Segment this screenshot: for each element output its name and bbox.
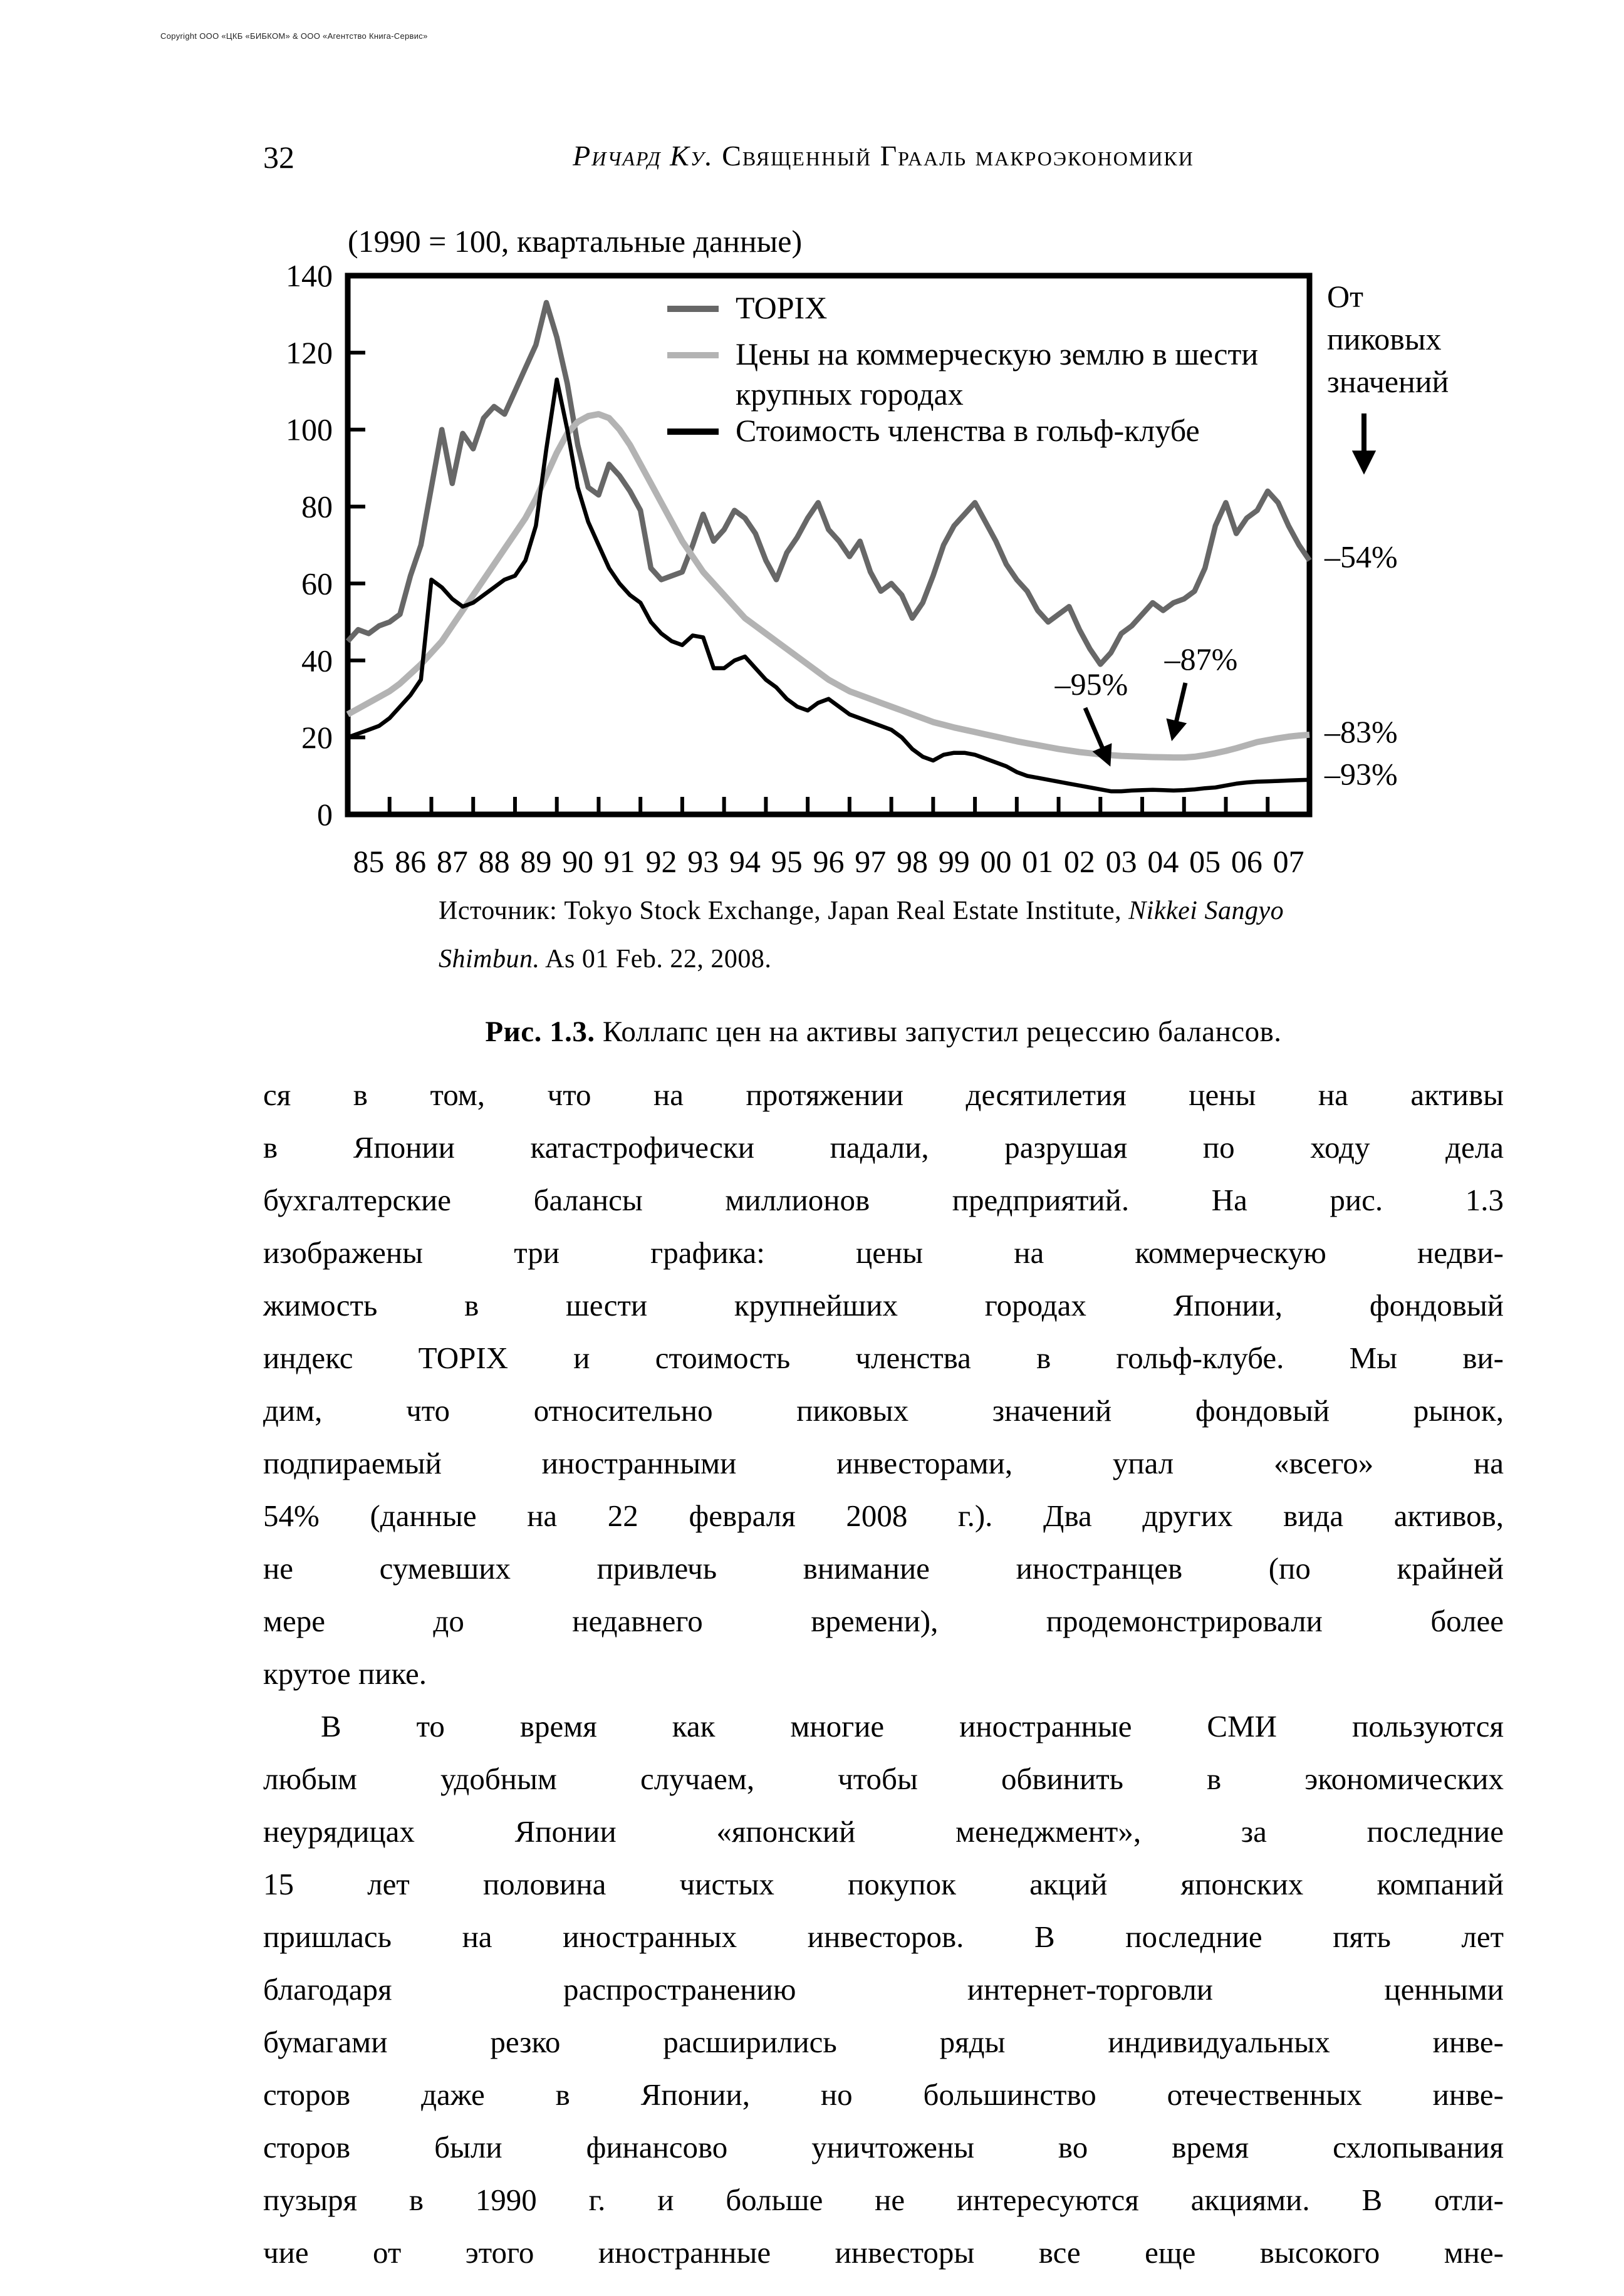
x-axis-label: 00 [980, 844, 1012, 879]
legend-label: Стоимость членства в гольф-клубе [736, 413, 1200, 448]
body-text [263, 1069, 1504, 2279]
y-axis-label: 120 [286, 335, 333, 370]
body-line: бумагами резко расширились ряды индивидуальных инве- [263, 2025, 1504, 2059]
source-date: As 01 Feb. 22, 2008. [539, 945, 772, 974]
source-journal-italic-2: Shimbun. [439, 945, 540, 974]
legend-label: Цены на коммерческую землю в шести [736, 336, 1259, 371]
body-line: любым удобным случаем, чтобы обвинить в экономических [263, 1762, 1504, 1796]
source-journal-italic: Nikkei Sangyo [1128, 896, 1284, 925]
source-line-2 [439, 935, 1516, 984]
peak-note-line: От [1327, 279, 1363, 314]
y-axis-label: 140 [286, 258, 333, 293]
body-line: благодаря распространению интернет-торговли ценными [263, 1972, 1504, 2007]
body-line: В то время как многие иностранные СМИ пользуются [321, 1709, 1504, 1743]
figure-caption [263, 1015, 1504, 1049]
source-line-1 [439, 887, 1516, 935]
right-loss-label-2: –93% [1325, 756, 1398, 792]
body-line: не сумевших привлечь внимание иностранцев (по крайней [263, 1551, 1504, 1586]
body-line: мере до недавнего времени), продемонстрировали более [263, 1604, 1504, 1638]
annotation-87-label: –87% [1164, 642, 1238, 677]
right-loss-label-0: –54% [1325, 539, 1398, 574]
peak-note-line: значений [1327, 364, 1449, 399]
x-axis-label: 98 [896, 844, 928, 879]
running-title-book: Священный Грааль макроэкономики [713, 140, 1194, 172]
x-axis-label: 04 [1147, 844, 1179, 879]
running-title [263, 139, 1504, 172]
body-line: жимость в шести крупнейших городах Японии, фондовый [263, 1288, 1504, 1322]
annotation-95-label: –95% [1054, 667, 1128, 702]
x-axis-label: 06 [1231, 844, 1262, 879]
legend-label: TOPIX [736, 290, 828, 325]
figure-source [439, 887, 1516, 984]
copyright-note: Copyright ООО «ЦКБ «БИБКОМ» & ООО «Агентство Книга-Сервис» [160, 31, 428, 41]
peak-note-line: пиковых [1327, 321, 1442, 356]
x-axis-label: 86 [395, 844, 427, 879]
y-axis-label: 60 [301, 566, 333, 601]
x-axis-label: 02 [1063, 844, 1095, 879]
body-line: чие от этого иностранные инвесторы все еще высокого мне- [263, 2235, 1504, 2270]
y-axis-label: 80 [301, 489, 333, 524]
body-line: дим, что относительно пиковых значений фондовый рынок, [263, 1393, 1504, 1428]
x-axis-label: 94 [729, 844, 761, 879]
x-axis-label: 05 [1189, 844, 1221, 879]
x-axis-label: 95 [771, 844, 803, 879]
body-line: ся в том, что на протяжении десятилетия цены на активы [263, 1078, 1504, 1112]
body-line: 54% (данные на 22 февраля 2008 г.). Два других вида активов, [263, 1499, 1504, 1533]
chart-subtitle: (1990 = 100, квартальные данные) [348, 224, 803, 259]
annotation-87-arrow [1173, 683, 1185, 736]
right-loss-label-1: –83% [1325, 714, 1398, 749]
x-axis-label: 87 [436, 844, 468, 879]
x-axis-label: 97 [855, 844, 887, 879]
body-line: пузыря в 1990 г. и больше не интересуются акциями. В отли- [263, 2183, 1504, 2217]
page-number: 32 [263, 140, 294, 175]
body-line: бухгалтерские балансы миллионов предприятий. На рис. 1.3 [263, 1183, 1504, 1217]
series-line-1 [348, 414, 1309, 757]
x-axis-label: 07 [1273, 844, 1304, 879]
x-axis-label: 03 [1105, 844, 1137, 879]
body-line: в Японии катастрофически падали, разрушая по ходу дела [263, 1130, 1504, 1165]
x-axis-label: 88 [478, 844, 510, 879]
body-line: пришлась на иностранных инвесторов. В последние пять лет [263, 1919, 1504, 1954]
figure-chart [263, 207, 1516, 896]
y-axis-label: 40 [301, 643, 333, 678]
body-line: сторов были финансово уничтожены во время схлопывания [263, 2130, 1504, 2164]
x-axis-label: 99 [938, 844, 970, 879]
running-title-author: Ричард Ку. [573, 140, 714, 172]
x-axis-label: 91 [603, 844, 635, 879]
legend-label: крупных городах [736, 377, 964, 412]
body-line: крутое пике. [263, 1656, 427, 1691]
figure-caption-label: Рис. 1.3. [485, 1016, 595, 1048]
y-axis-label: 0 [317, 797, 333, 832]
y-axis-label: 20 [301, 720, 333, 756]
body-line: неурядицах Японии «японский менеджмент», за последние [263, 1814, 1504, 1849]
page-header [263, 139, 1504, 184]
x-axis-label: 92 [645, 844, 677, 879]
body-line: индекс TOPIX и стоимость членства в гольф-клубе. Мы ви- [263, 1341, 1504, 1375]
body-line: сторов даже в Японии, но большинство отечественных инве- [263, 2077, 1504, 2112]
x-axis-label: 96 [813, 844, 845, 879]
y-axis-label: 100 [286, 412, 333, 447]
x-axis-label: 89 [520, 844, 552, 879]
x-axis-label: 93 [687, 844, 719, 879]
body-line: изображены три графика: цены на коммерческую недви- [263, 1235, 1504, 1270]
body-line: подпираемый иностранными инвесторами, упал «всего» на [263, 1446, 1504, 1480]
x-axis-label: 01 [1022, 844, 1054, 879]
figure-caption-text: Коллапс цен на активы запустил рецессию балансов. [595, 1016, 1282, 1048]
source-text: Источник: Tokyo Stock Exchange, Japan Real Estate Institute, [439, 896, 1129, 925]
x-axis-label: 85 [353, 844, 385, 879]
body-line: 15 лет половина чистых покупок акций японских компаний [263, 1867, 1504, 1901]
x-axis-label: 90 [562, 844, 594, 879]
